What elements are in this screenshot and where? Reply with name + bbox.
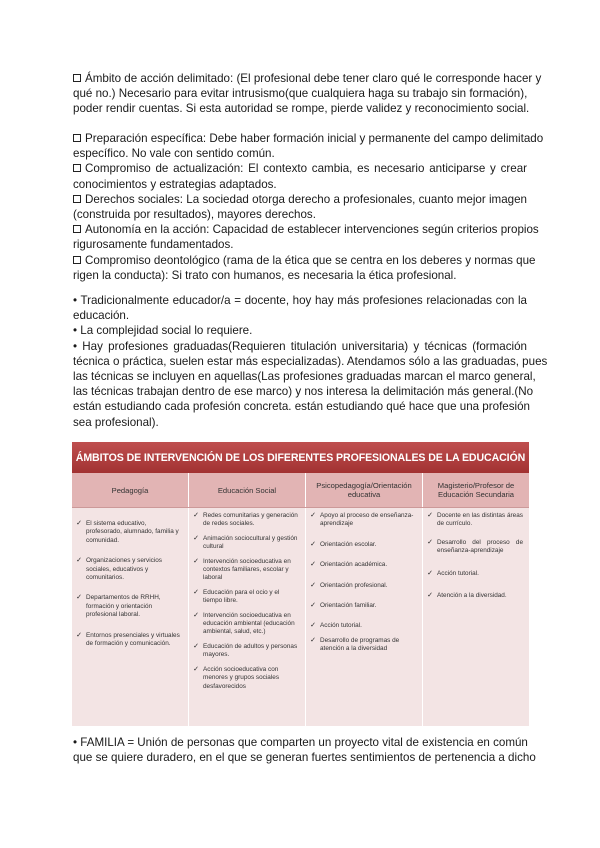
column-magisterio	[423, 508, 529, 726]
check-icon: ✓	[310, 561, 316, 569]
checkbox-bullet-icon	[73, 164, 81, 172]
ambito-line-3: poder rendir cuentas. Si esta autoridad se rompe, pierde validez y reconocimiento social.	[73, 102, 530, 116]
check-icon: ✓	[310, 622, 316, 630]
list-item: Autonomía en la acción: Capacidad de establecer intervenciones según criterios propios	[85, 223, 539, 237]
table-item: ✓ El sistema educativo, profesorado, alumnado, familia y comunidad.	[72, 520, 188, 545]
check-icon: ✓	[427, 512, 433, 519]
list-item-cont: rigen la conducta): Si trato con humanos, es necesaria la ética profesional.	[73, 268, 457, 282]
check-icon: ✓	[310, 636, 316, 644]
ambito-line-1: Ámbito de acción delimitado: (El profesional debe tener claro qué le corresponde hacer y	[85, 72, 542, 85]
requirements-list	[73, 131, 544, 283]
check-icon: ✓	[76, 631, 82, 639]
table-item: ✓ Departamentos de RRHH, formación y orientación profesional laboral.	[72, 594, 188, 619]
check-icon: ✓	[310, 602, 316, 610]
professions-line: están estudiando cada profesión concreta. están estudiando qué hace que una profesión	[73, 400, 531, 414]
list-item-cont: conocimientos y estrategias adaptados.	[73, 177, 277, 191]
header-pedagogia: Pedagogía	[72, 473, 189, 507]
table-body	[72, 508, 529, 726]
check-icon: ✓	[310, 540, 316, 548]
table-header-row	[72, 473, 529, 508]
check-icon: ✓	[76, 594, 82, 602]
table-item: ✓ Atención a la diversidad.	[423, 592, 529, 600]
check-icon: ✓	[193, 611, 199, 619]
check-icon: ✓	[76, 557, 82, 565]
table-item: ✓ Organizaciones y servicios sociales, educativos y comunitarios.	[72, 557, 188, 582]
check-icon: ✓	[193, 557, 199, 565]
table-item: ✓ Desarrollo de programas de atención a la diversidad	[306, 637, 422, 654]
educator-line: • Tradicionalmente educador/a = docente, hoy hay más profesiones relacionadas con la	[73, 294, 527, 307]
table-item: ✓ Orientación familiar.	[306, 602, 422, 610]
checkbox-bullet-icon	[73, 225, 81, 233]
table-title: ÁMBITOS DE INTERVENCIÓN DE LOS DIFERENTES PROFESIONALES DE LA EDUCACIÓN	[72, 442, 529, 473]
table-item: ✓ Docente en las distintas áreas de currículo.	[423, 512, 529, 529]
check-icon: ✓	[310, 581, 316, 589]
list-item: Preparación específica: Debe haber formación inicial y permanente del campo delimitado	[85, 132, 544, 145]
family-paragraph	[73, 735, 536, 765]
professions-line: sea profesional).	[73, 415, 159, 429]
professions-line: las técnicas se incluyen en aquellas(Las profesiones graduadas marcan el marco general,	[73, 370, 536, 384]
intervention-areas-table	[72, 442, 529, 726]
ambito-paragraph	[73, 71, 542, 117]
table-item: ✓ Acción socioeducativa con menores y grupos sociales desfavorecidos	[189, 666, 305, 691]
check-icon: ✓	[193, 512, 199, 519]
check-icon: ✓	[193, 665, 199, 673]
professions-line: técnica o práctica, suelen estar más especializadas). Atendamos sólo a las graduadas, pues	[73, 354, 548, 368]
table-item: ✓ Desarrollo del proceso de enseñanza-aprendizaje	[423, 539, 529, 556]
check-icon: ✓	[76, 520, 82, 527]
column-psicopedagogia	[306, 508, 423, 726]
list-item-cont: específico. No vale con sentido común.	[73, 147, 275, 161]
educator-line: educación.	[73, 309, 130, 323]
check-icon: ✓	[427, 538, 433, 546]
table-item: ✓ Educación para el ocio y el tiempo libre.	[189, 589, 305, 606]
professions-line: • Hay profesiones graduadas(Requieren titulación universitaria) y técnicas (formación	[73, 339, 527, 353]
checkbox-bullet-icon	[73, 134, 81, 142]
table-item: ✓ Entornos presenciales y virtuales de formación y comunicación.	[72, 632, 188, 649]
table-item: ✓ Acción tutorial.	[423, 570, 529, 578]
table-item: ✓ Animación sociocultural y gestión cultural	[189, 535, 305, 552]
checkbox-bullet-icon	[73, 195, 81, 203]
check-icon: ✓	[193, 642, 199, 650]
table-item: ✓ Orientación académica.	[306, 561, 422, 569]
table-item: ✓ Intervención socioeducativa en educación ambiental (educación ambiental, salud, etc.)	[189, 612, 305, 637]
table-item: ✓ Intervención socioeducativa en contextos familiares, escolar y laboral	[189, 558, 305, 583]
list-item: Compromiso deontológico (rama de la ética que se centra en los deberes y normas que	[85, 253, 536, 267]
column-pedagogia	[72, 508, 189, 726]
list-item: Derechos sociales: La sociedad otorga derecho a profesionales, cuanto mejor imagen	[85, 192, 527, 206]
table-item: ✓ Redes comunitarias y generación de redes sociales.	[189, 512, 305, 529]
table-item: ✓ Acción tutorial.	[306, 622, 422, 630]
family-line: • FAMILIA = Unión de personas que comparten un proyecto vital de existencia en común	[73, 736, 528, 749]
header-psicopedagogia: Psicopedagogía/Orientación educativa	[306, 473, 423, 507]
educator-paragraph	[73, 293, 548, 430]
family-line: que se quiere duradero, en el que se generan fuertes sentimientos de pertenencia a dicho	[73, 751, 536, 765]
professions-line: las técnicas trabajan dentro de ese marco) y nos interesa la delimitación más general.(No	[73, 385, 534, 399]
table-item: ✓ Educación de adultos y personas mayores.	[189, 643, 305, 660]
list-item-cont: (construida por resultados), mayores derechos.	[73, 208, 316, 222]
complexity-line: • La complejidad social lo requiere.	[73, 324, 253, 338]
table-item: ✓ Orientación escolar.	[306, 541, 422, 549]
checkbox-bullet-icon	[73, 256, 81, 264]
column-educacion-social	[189, 508, 306, 726]
checkbox-bullet-icon	[73, 74, 81, 82]
ambito-line-2: qué no.) Necesario para evitar intrusismo(que cualquiera haga su trabajo sin formación),	[73, 87, 528, 101]
table-item: ✓ Orientación profesional.	[306, 582, 422, 590]
list-item: Compromiso de actualización: El contexto cambia, es necesario anticiparse y crear	[85, 162, 527, 176]
check-icon: ✓	[427, 592, 433, 600]
header-magisterio: Magisterio/Profesor de Educación Secundaria	[437, 481, 515, 499]
header-educacion-social: Educación Social	[189, 473, 306, 507]
check-icon: ✓	[193, 588, 199, 596]
list-item-cont: rigurosamente fundamentados.	[73, 238, 234, 252]
check-icon: ✓	[427, 569, 433, 577]
check-icon: ✓	[193, 534, 199, 542]
table-item: ✓ Apoyo al proceso de enseñanza-aprendizaje	[306, 512, 422, 529]
check-icon: ✓	[310, 512, 316, 519]
